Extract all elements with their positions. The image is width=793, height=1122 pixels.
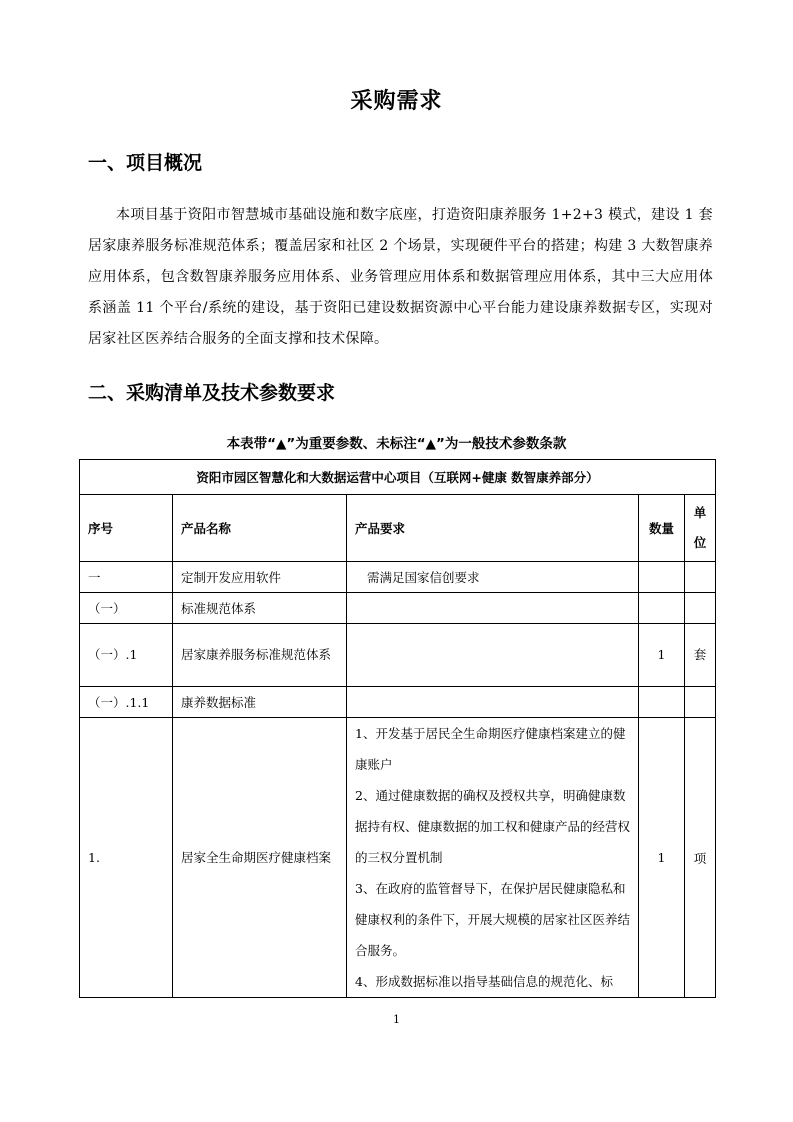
row-no: （一）.1 bbox=[80, 624, 173, 687]
row-name: 居家全生命期医疗健康档案 bbox=[173, 718, 347, 998]
row-unit: 套 bbox=[685, 624, 716, 687]
project-title-cell: 资阳市园区智慧化和大数据运营中心项目（互联网+健康 数智康养部分） bbox=[80, 460, 716, 495]
header-name: 产品名称 bbox=[173, 495, 347, 562]
row-name: 康养数据标准 bbox=[173, 687, 347, 718]
page-number: 1 bbox=[393, 1013, 400, 1026]
row-quantity: 1 bbox=[639, 624, 685, 687]
table-header-row bbox=[80, 495, 716, 562]
header-unit-line1: 单 bbox=[693, 505, 707, 520]
header-requirement: 产品要求 bbox=[347, 495, 639, 562]
row-unit: 项 bbox=[685, 718, 716, 998]
section-heading-procurement: 二、采购清单及技术参数要求 bbox=[88, 382, 336, 404]
table-project-title-row bbox=[80, 460, 716, 495]
row-unit bbox=[685, 593, 716, 624]
header-no: 序号 bbox=[80, 495, 173, 562]
row-no: 一 bbox=[80, 562, 173, 593]
table-row bbox=[80, 687, 716, 718]
row-quantity: 1 bbox=[639, 718, 685, 998]
row-requirement bbox=[347, 624, 639, 687]
page-title: 采购需求 bbox=[350, 89, 443, 114]
header-unit-line2: 位 bbox=[693, 535, 707, 550]
requirement-line: 1、开发基于居民全生命期医疗健康档案建立的健康账户 bbox=[355, 726, 626, 772]
row-name: 标准规范体系 bbox=[173, 593, 347, 624]
section-heading-overview: 一、项目概况 bbox=[88, 152, 203, 174]
header-unit bbox=[685, 495, 716, 562]
row-no: 1. bbox=[80, 718, 173, 998]
overview-paragraph: 本项目基于资阳市智慧城市基础设施和数字底座，打造资阳康养服务 1+2+3 模式，建设 1 套居家康养服务标准规范体系；覆盖居家和社区 2 个场景，实现硬件平台的搭建；构建 3 大数智康养应用体系，包含数智康养服务应用体系、业务管理应用体系和数据管理应用体系，其中三大应用体系涵盖 11 个平台/系统的建设，基于资阳已建设数据资源中心平台能力建设康养数据专区，实现对居家社区医养结合服务的全面支撑和技术保障。 bbox=[88, 207, 713, 347]
row-requirement bbox=[347, 593, 639, 624]
row-no: （一）.1.1 bbox=[80, 687, 173, 718]
row-unit bbox=[685, 687, 716, 718]
row-unit bbox=[685, 562, 716, 593]
row-name: 定制开发应用软件 bbox=[173, 562, 347, 593]
row-quantity bbox=[639, 593, 685, 624]
row-requirement bbox=[347, 687, 639, 718]
row-no: （一） bbox=[80, 593, 173, 624]
row-quantity bbox=[639, 687, 685, 718]
row-requirement bbox=[347, 718, 639, 998]
header-quantity: 数量 bbox=[639, 495, 685, 562]
table-row bbox=[80, 593, 716, 624]
row-name: 居家康养服务标准规范体系 bbox=[173, 624, 347, 687]
row-requirement: 需满足国家信创要求 bbox=[347, 562, 639, 593]
table-row bbox=[80, 624, 716, 687]
table-row bbox=[80, 718, 716, 998]
table-row bbox=[80, 562, 716, 593]
procurement-table bbox=[79, 459, 716, 998]
requirement-line: 2、通过健康数据的确权及授权共享，明确健康数据持有权、健康数据的加工权和健康产品的经营权的三权分置机制 bbox=[355, 788, 631, 865]
row-quantity bbox=[639, 562, 685, 593]
requirement-line: 4、形成数据标准以指导基础信息的规范化、标 bbox=[355, 974, 613, 989]
table-caption: 本表带“▲”为重要参数、未标注“▲”为一般技术参数条款 bbox=[226, 436, 567, 452]
requirement-line: 3、在政府的监管督导下，在保护居民健康隐私和健康权利的条件下，开展大规模的居家社区医养结合服务。 bbox=[355, 881, 631, 958]
